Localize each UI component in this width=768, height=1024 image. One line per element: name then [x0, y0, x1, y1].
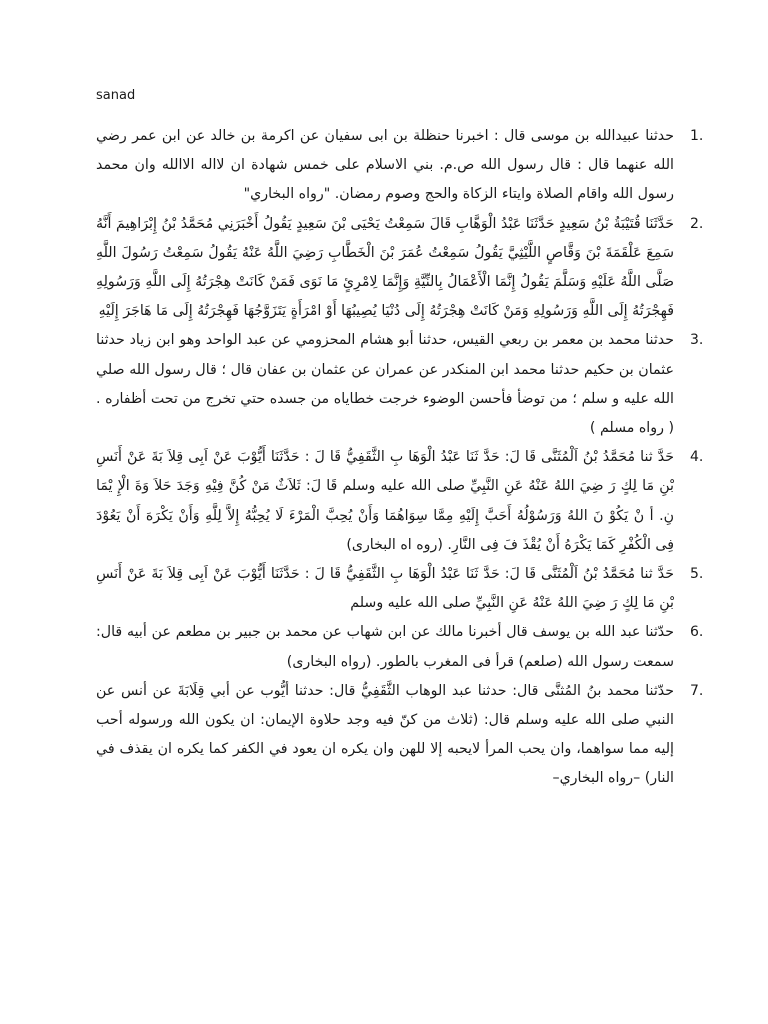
hadith-number: 3.: [690, 332, 704, 349]
hadith-text: حَدَّثَنَا قُتَيْبَةُ بْنُ سَعِيدٍ حَدَّثَنَا عَبْدُ الْوَهَّابِ قَالَ سَمِعْتُ يَحْيَى بْنَ سَعِيدٍ يَقُولُ أَخْبَرَنِي مُحَمَّدُ بْنُ إِبْرَاهِيمَ أَنَّهُ سَمِعَ عَلْقَمَةَ بْنَ وَقَّاصٍ اللَّيْثِيَّ يَقُولُ سَمِعْتُ عُمَرَ بْنَ الْخَطَّابِ رَضِيَ اللَّهُ عَنْهُ يَقُولُ سَمِعْتُ رَسُولَ اللَّهِ صَلَّى اللَّهُ عَلَيْهِ وَسَلَّمَ يَقُولُ إِنَّمَا الْأَعْمَالُ بِالنِّيَّةِ وَإِنَّمَا لِامْرِئٍ مَا نَوَى فَمَنْ كَانَتْ هِجْرَتُهُ إِلَى اللَّهِ وَرَسُولِهِ فَهِجْرَتُهُ إِلَى اللَّهِ وَرَسُولِهِ وَمَنْ كَانَتْ هِجْرَتُهُ إِلَى دُنْيَا يُصِيبُهَا أَوْ امْرَأَةٍ يَتَزَوَّجُهَا فَهِجْرَتُهُ إِلَى مَا هَاجَرَ إِلَيْهِ: [96, 215, 674, 320]
hadith-text: حَدَّ ثنا مُحَمَّدُ بْنُ اَلْمُثَنَّى قَا لَ: حَدَّ ثَنَا عَبْدُ الْوَهَا بِ الثَّقَفِيُّ قَا لَ : حَدَّثَنَا أَيُّوْبَ عَنْ اَبِى قِلاَ بَةَ عَنْ أَنَسِ بْنِ مَا لِكٍ رَ ضِيَ اللهُ عَنْهُ عَنِ النَّبِيِّ صلى الله عليه وسلم: [96, 566, 674, 612]
hadith-number: 1.: [690, 128, 704, 144]
hadith-text: حدثنا محمد بن معمر بن ربعي القيس، حدثنا أبو هشام المحزومي عن عبد الواحد وهو ابن زياد حدثنا عثمان بن حكيم حدثنا محمد ابن المنكدر عن عمران عن عثمان بن عفان قال ؛ قال رسول الله صلي الله عليه و سلم ؛ من توضأ فأحسن الوضوء خرجت خطاياه من جسده حتي تخرج من تحت أظفاره . ( رواه مسلم ): [96, 332, 674, 437]
hadith-text: حدثنا عبيدالله بن موسى قال : اخبرنا حنظلة بن ابى سفيان عن اكرمة بن خالد عن ابن عمر رضي الله عنهما قال : قال رسول الله ص.م. بني الاسلام على خمس شهادة ان لااله الاالله وان محمد رسول الله واقام الصلاة وايتاء الزكاة والحج وصوم رمضان. "رواه البخاري": [96, 128, 674, 203]
hadith-number: 2.: [690, 215, 704, 232]
hadith-item: [96, 326, 704, 443]
hadith-item: [96, 677, 704, 794]
hadith-text: حدّثنا عبد الله بن يوسف قال أخبرنا مالك عن ابن شهاب عن محمد بن جبير بن مطعم عن أبيه قال: سمعت رسول الله (صلعم) قرأ فى المغرب بالطور. (رواه البخارى): [96, 624, 674, 670]
hadith-item: [96, 210, 704, 327]
page-header: sanad: [96, 88, 136, 103]
hadith-number: 4.: [690, 449, 704, 466]
hadith-item: [96, 443, 704, 560]
hadith-item: [96, 618, 704, 676]
hadith-item: [96, 560, 704, 618]
hadith-text: حَدَّ ثنا مُحَمَّدُ بْنُ اَلْمُثَنَّى قَا لَ: حَدَّ ثَنَا عَبْدُ الْوَهَا بِ الثَّقَفِيُّ قَا لَ : حَدَّثَنَا أَيُّوْبَ عَنْ اَبِى قِلاَ بَةَ عَنْ أَنَسِ بْنِ مَا لِكٍ رَ ضِيَ اللهُ عَنْهُ عَنِ النَّبِيِّ صلى الله عليه وسلم قَا لَ: ثَلاَثٌ مَنْ كُنَّ فِيْهِ وَجَدَ حَلاَ وَةَ الْإِ يْمَا نِ. أ نْ يَكُوْ نَ اللهُ وَرَسُوْلُهُ أَحَبَّ إِلَيْهِ مِمَّا سِوَاهُمَا وَأَنْ يُحِبَّ الْمَرْءَ لَا يُحِبُّهُ إِلاَّ لِلَّهِ وَأَنْ يَكْرَهَ أَنْ يَعُوْدَ فِى الْكُفْرِ كَمَا يَكْرَهُ أَنْ يُقْذَ فَ فِى النَّارِ. (روه اه البخارى): [96, 449, 674, 553]
hadith-item: [96, 122, 704, 210]
hadith-number: 5.: [690, 566, 704, 583]
hadith-number: 6.: [690, 624, 704, 641]
hadith-number: 7.: [690, 682, 704, 699]
hadith-text: حدّثنا محمد بنُ المُثنَّى قال: حدثنا عبد الوهاب الثَّقَفِيُّ قال: حدثنا أيُّوب عن أبي قِلَابَةَ عن أنس عن النبي صلى الله عليه وسلم قال: (ثلاث من كنّ فيه وجد حلاوة الإيمان: ان يكون الله ورسوله أحب إليه مما سواهما، وان يحب المرأ لايحبه إلا للهن وان يكره ان يعود في الكفر كما يكره ان يقذف في النار) –رواه البخاري–: [96, 682, 674, 787]
hadith-list: [96, 122, 704, 794]
